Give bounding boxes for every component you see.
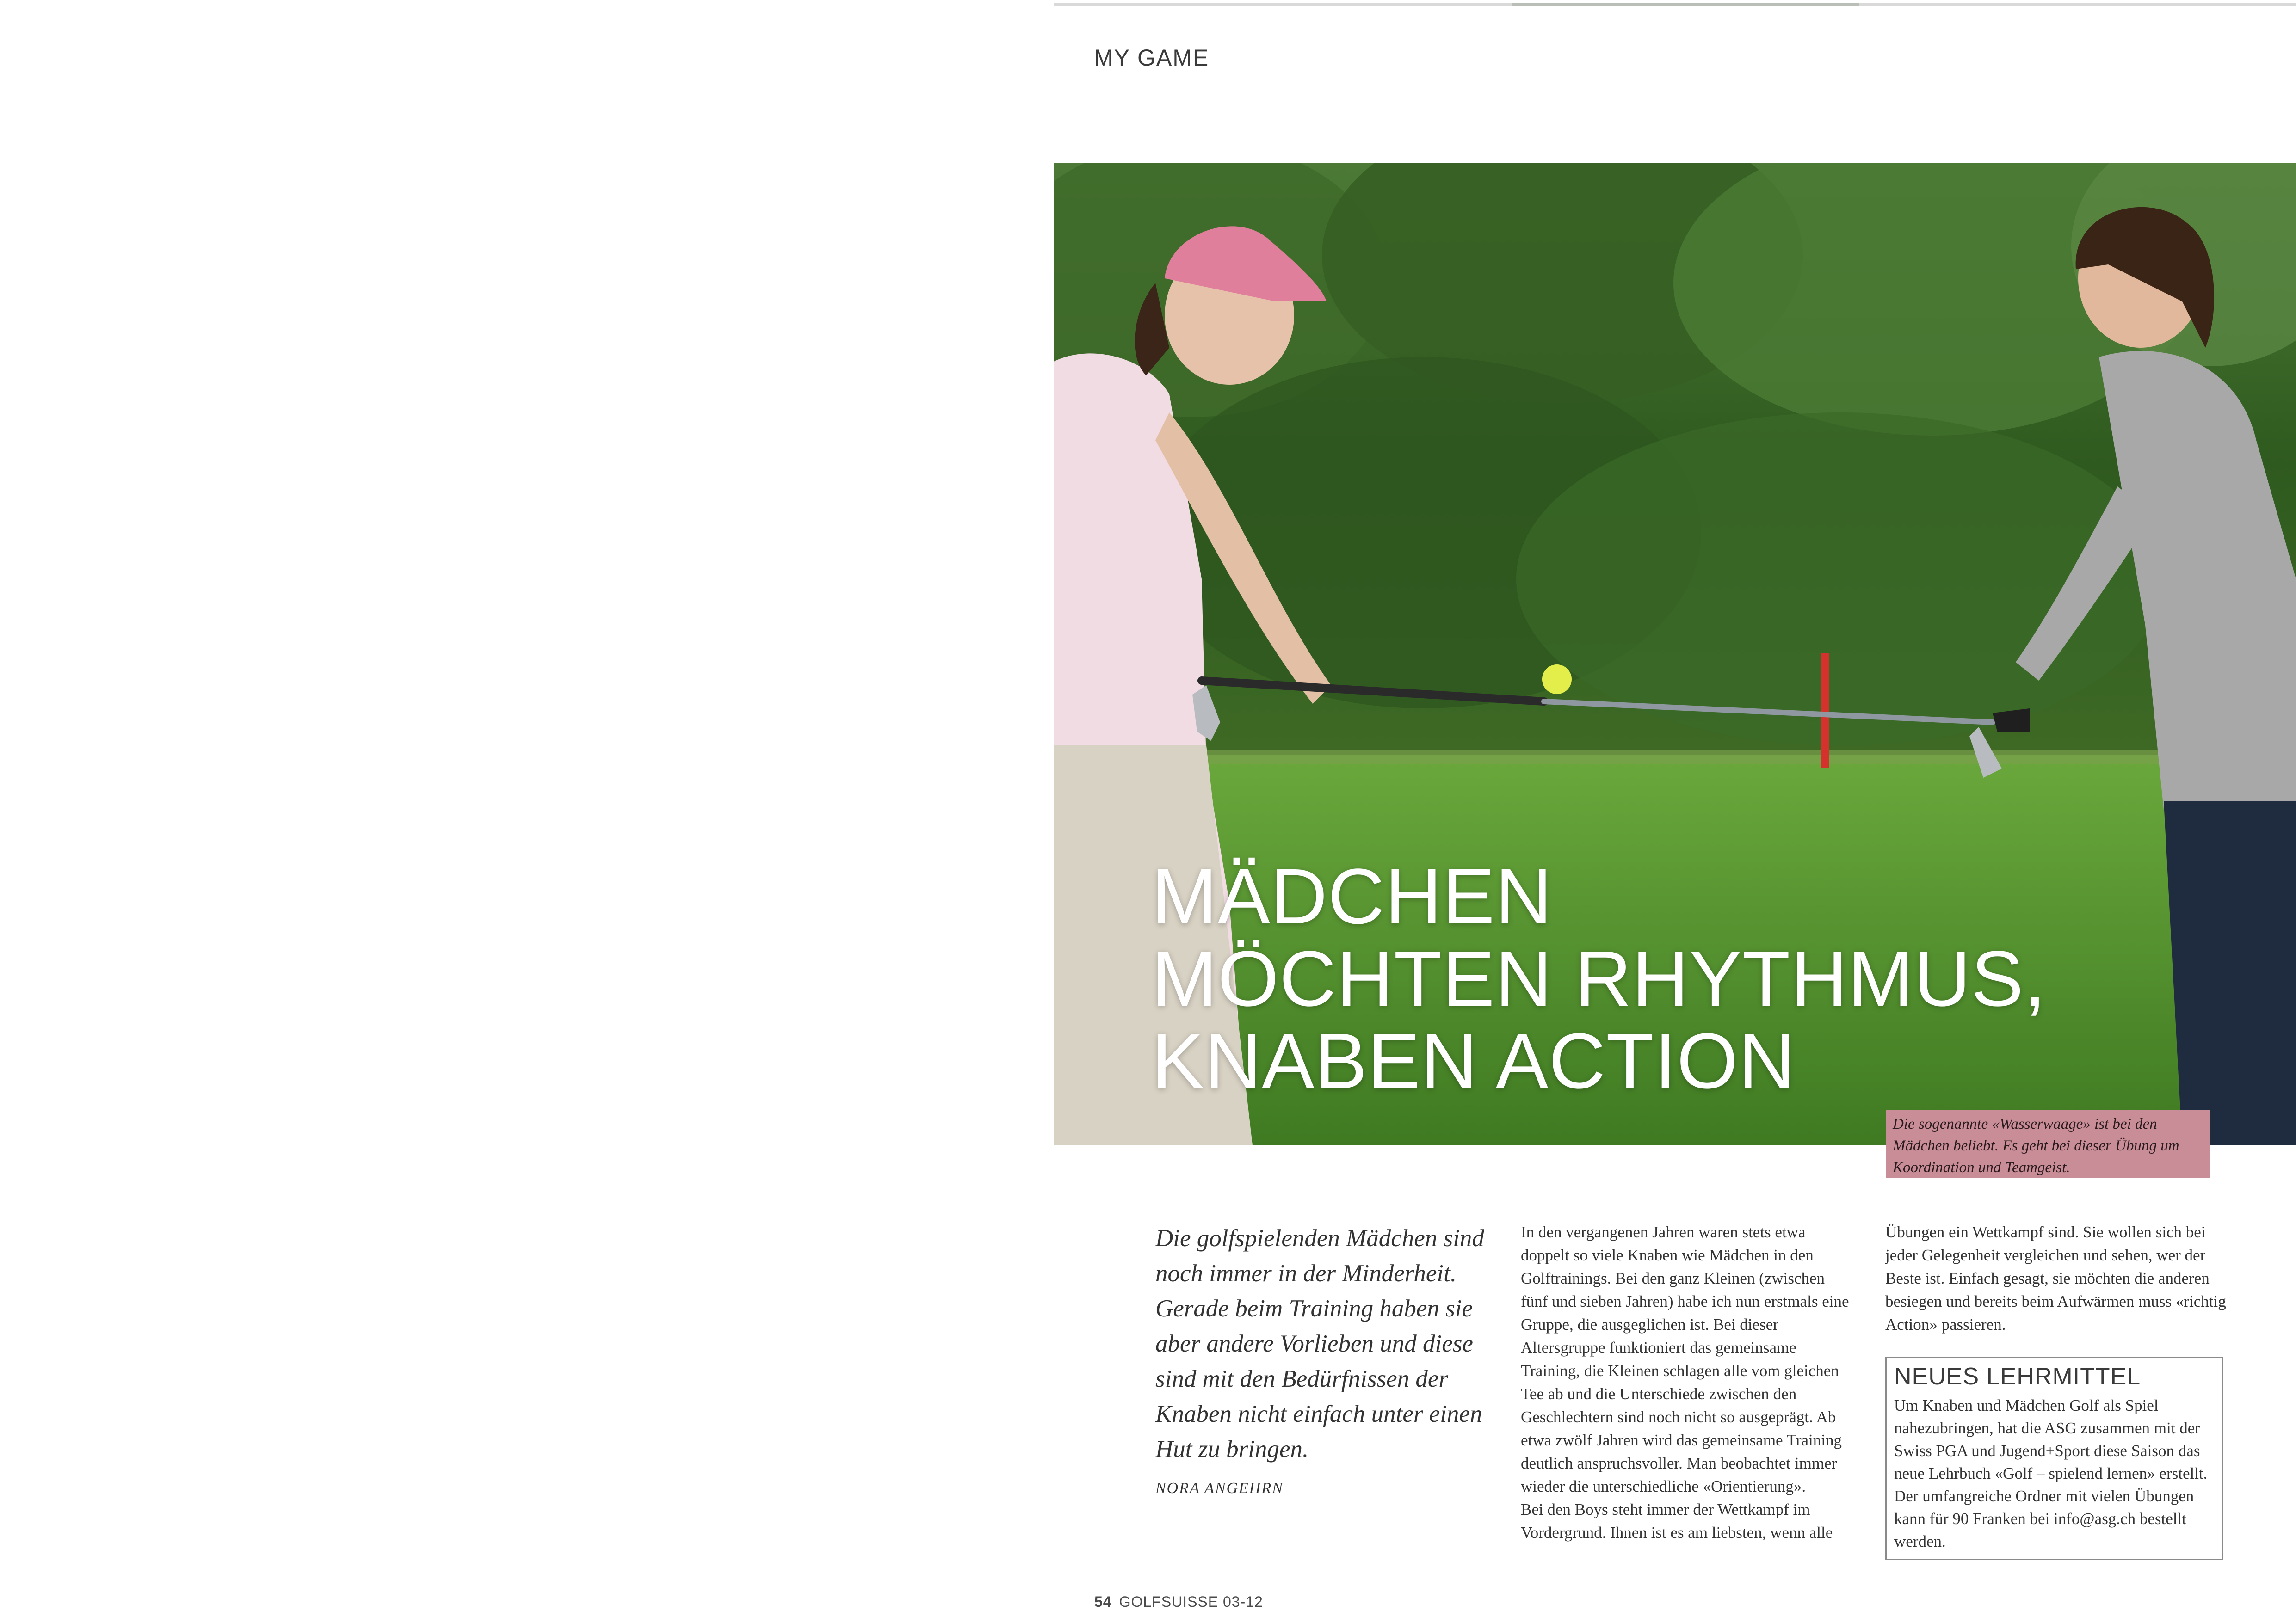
- headline-line-3: KNABEN ACTION: [1152, 1017, 1796, 1105]
- headline: [1152, 853, 2169, 1105]
- body-paragraph: In den vergangenen Jahren waren stets etwa doppelt so viele Knaben wie Mädchen in den Golftrainings. Bei den ganz Kleinen (zwischen fünf und sieben Jahren) habe ich nun erstmals eine Gruppe, die ausgeglichen ist. Bei dieser Altersgruppe funktioniert das gemeinsame Training, die Kleinen schlagen alle vom gleichen Tee ab und die Unterschiede zwischen den Geschlechtern sind noch nicht so ausgeprägt. Ab etwa zwölf Jahren wird das gemeinsame Training deutlich anspruchsvoller. Man beobachtet immer wieder die unterschiedliche «Orientierung».: [1521, 1223, 1849, 1495]
- body-column-2: [1885, 1221, 2228, 1336]
- left-blank-page: [0, 0, 1055, 1623]
- intro-text: Die golfspielenden Mädchen sind noch immer in der Minderheit. Gerade beim Training haben sie aber andere Vorlieben und diese sind mit den Bedürfnissen der Knaben nicht einfach unter einen Hut zu bringen.: [1155, 1225, 1484, 1463]
- headline-line-1: MÄDCHEN: [1152, 853, 1553, 941]
- sidebar-text: Um Knaben und Mädchen Golf als Spiel nahezubringen, hat die ASG zusammen mit der Swiss PGA und Jugend+Sport diese Saison das neue Lehrbuch «Golf – spielend lernen» erstellt. Der umfangreiche Ordner mit vielen Übungen kann für 90 Franken bei info@asg.ch bestellt werden.: [1894, 1396, 2208, 1550]
- author-byline: NORA ANGEHRN: [1155, 1480, 1284, 1497]
- sidebar-title: NEUES LEHRMITTEL: [1894, 1363, 2141, 1390]
- headline-line-2: MÖCHTEN RHYTHMUS,: [1152, 935, 2047, 1023]
- top-rule-accent: [1512, 3, 1859, 6]
- photo-caption: Die sogenannte «Wasserwaage» ist bei den Mädchen beliebt. Es geht bei dieser Übung um Koordination und Teamgeist.: [1886, 1110, 2210, 1178]
- body-paragraph: Bei den Boys steht immer der Wettkampf im Vordergrund. Ihnen ist es am liebsten, wenn alle: [1521, 1500, 1833, 1542]
- page-folio: [1094, 1593, 1263, 1611]
- sidebar-box: [1885, 1357, 2223, 1560]
- body-paragraph: Übungen ein Wettkampf sind. Sie wollen sich bei jeder Gelegenheit vergleichen und sehen, wer der Beste ist. Einfach gesagt, sie möchten die anderen besiegen und bereits beim Aufwärmen muss «richtig Action» passieren.: [1885, 1223, 2226, 1334]
- page-number: 54: [1094, 1593, 1112, 1610]
- body-column-1: [1521, 1221, 1854, 1544]
- section-label: MY GAME: [1094, 45, 1210, 71]
- magazine-issue: GOLFSUISSE 03-12: [1119, 1593, 1263, 1610]
